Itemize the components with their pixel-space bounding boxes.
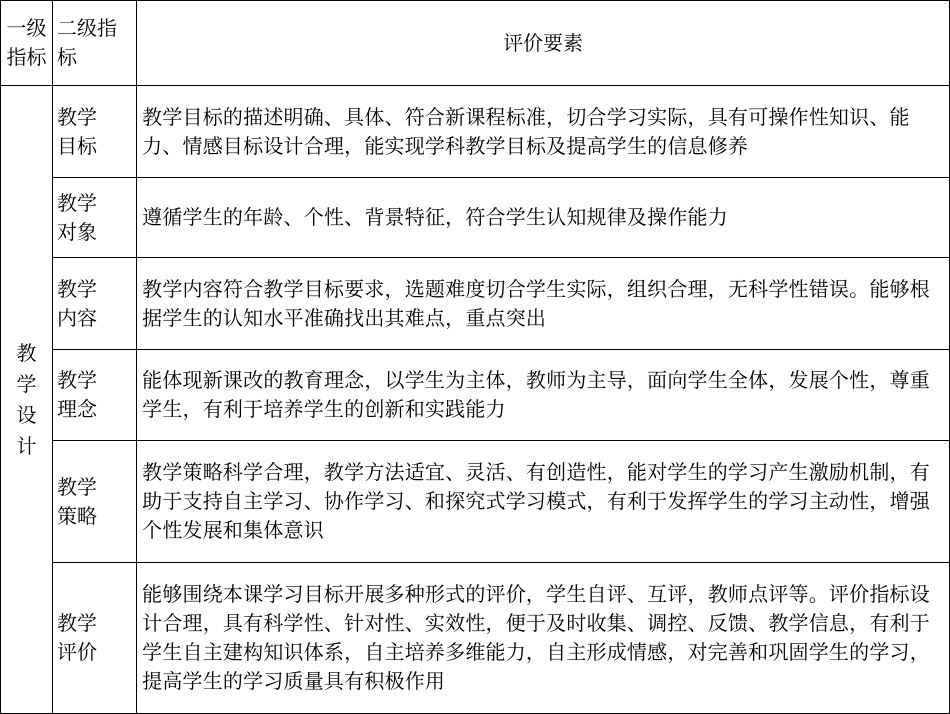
header-level2: 二级指标 [53,1,137,86]
table-row [1,563,950,714]
table-row [1,86,950,178]
description-cell: 遵循学生的年龄、个性、背景特征，符合学生认知规律及操作能力 [137,178,950,258]
level1-indicator-cell [1,86,53,714]
table-row [1,178,950,258]
level2-cell [53,350,137,441]
level2-cell [53,86,137,178]
level2-label: 教学目标 [57,104,98,158]
level2-cell [53,178,137,258]
table-row [1,258,950,350]
description-cell: 教学策略科学合理，教学方法适宜、灵活、有创造性，能对学生的学习产生激励机制，有助于支持自主学习、协作学习、和探究式学习模式，有利于发挥学生的学习主动性，增强个性发展和集体意识 [137,441,950,563]
table-row [1,441,950,563]
level1-indicator: 教学设计 [16,340,37,458]
description-cell: 能够围绕本课学习目标开展多种形式的评价，学生自评、互评，教师点评等。评价指标设计合理，具有科学性、针对性、实效性，便于及时收集、调控、反馈、教学信息，有利于学生自主建构知识体系，自主培养多维能力，自主形成情感，对完善和巩固学生的学习，提高学生的学习质量具有积极作用 [137,563,950,714]
level2-label: 教学理念 [57,368,98,421]
level2-label: 教学策略 [57,474,98,528]
header-level1: 一级指标 [1,1,53,86]
description-cell: 教学目标的描述明确、具体、符合新课程标准，切合学习实际，具有可操作性知识、能力、情感目标设计合理，能实现学科教学目标及提高学生的信息修养 [137,86,950,178]
level2-cell [53,563,137,714]
header-elements: 评价要素 [137,1,950,86]
header-row [1,1,950,86]
level2-label: 教学对象 [57,190,98,244]
description-cell: 教学内容符合教学目标要求，选题难度切合学生实际，组织合理，无科学性错误。能够根据学生的认知水平准确找出其难点，重点突出 [137,258,950,350]
description-cell: 能体现新课改的教育理念，以学生为主体，教师为主导，面向学生全体，发展个性，尊重学生，有利于培养学生的创新和实践能力 [137,350,950,441]
level2-cell [53,258,137,350]
table-row [1,350,950,441]
level2-label: 教学内容 [57,276,98,330]
level2-label: 教学评价 [57,611,98,664]
level2-cell [53,441,137,563]
